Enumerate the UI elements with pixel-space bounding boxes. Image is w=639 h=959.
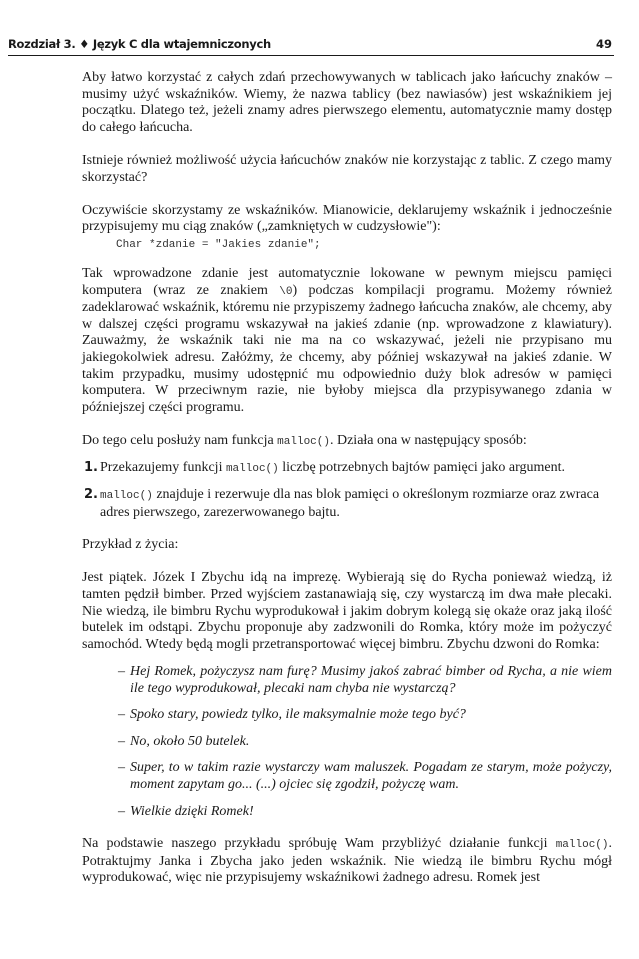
paragraph-7: Jest piątek. Józek I Zbychu idą na imprezę. Wybierają się do Rycha ponieważ wiedzą, iż tamten pędził bimber. Przed wyjściem zastanawiają się, czy wystarczą im dwa małe plecaki. Nie wiedzą, ile bimbru Rychu wyprodukował i jakim dobrym kolegą się okaże oraz jaką ilość butelek im odstąpi. Zbychu proponuje aby zadzwonili do Romka, który może im pożyczyć samochód. Wtedy będą mogli przetransportować więcej bimbru. Zbychu dzwoni do Romka:	[82, 570, 612, 652]
dialogue-dash: –	[118, 707, 125, 723]
dialogue-line	[118, 760, 612, 793]
dialogue-line	[118, 707, 612, 724]
page-body	[82, 70, 612, 887]
inline-code-malloc: malloc()	[277, 435, 330, 448]
dialogue-dash: –	[118, 760, 125, 776]
paragraph-1: Aby łatwo korzystać z całych zdań przechowywanych w tablicach jako łańcuchy znaków – musimy użyć wskaźników. Wiemy, że nazwa tablicy (bez nawiasów) jest wskaźnikiem jej początku. Dlatego też, jeżeli znamy adres pierwszego elementu, automatycznie mamy dostęp do całego łańcucha.	[82, 70, 612, 135]
dialogue-block	[118, 664, 612, 820]
dialogue-line	[118, 734, 612, 751]
paragraph-3: Oczywiście skorzystamy ze wskaźników. Mianowicie, deklarujemy wskaźnik i jednocześnie przypisujemy mu ciąg znaków („zamkniętych w cudzysłowie"):	[82, 202, 612, 235]
paragraph-2: Istnieje również możliwość użycia łańcuchów znaków nie korzystając z tablic. Z czego mamy skorzystać?	[82, 152, 612, 185]
dialogue-line	[118, 804, 612, 821]
inline-code-malloc: malloc()	[555, 839, 609, 852]
dialogue-dash: –	[118, 803, 125, 819]
code-snippet: Char *zdanie = "Jakies zdanie";	[116, 238, 321, 251]
numbered-list	[82, 460, 612, 521]
list-item-text-a: Przekazujemy funkcji	[100, 460, 226, 476]
list-item-text-b: liczbę potrzebnych bajtów pamięci jako argument.	[278, 460, 566, 476]
dialogue-dash: –	[118, 664, 125, 679]
paragraph-4-part-a: Tak wprowadzone zdanie jest automatycznie lokowane w pewnym miejscu pamięci komputera (wraz ze znakiem	[82, 265, 612, 298]
dialogue-text: Spoko stary, powiedz tylko, ile maksymalnie może tego być?	[130, 707, 466, 723]
paragraph-6: Przykład z życia:	[82, 537, 179, 553]
list-item-text-b: znajduje i rezerwuje dla nas blok pamięci o określonym rozmiarze oraz zwraca adres pierwszego, zarezerwowanego bajtu.	[100, 487, 600, 520]
dialogue-text: Hej Romek, pożyczysz nam furę? Musimy jakoś zabrać bimber od Rycha, a nie wiem ile tego wyprodukował, plecaki nam chyba nie wystarczą?	[130, 664, 612, 696]
list-item	[82, 487, 612, 521]
dialogue-dash: –	[118, 733, 125, 749]
paragraph-8	[82, 836, 612, 887]
list-item-code: malloc()	[225, 463, 279, 476]
list-item	[82, 460, 612, 478]
dialogue-text: Wielkie dzięki Romek!	[130, 803, 254, 819]
page-number: 49	[595, 37, 612, 51]
paragraph-5-part-b: . Działa ona w następujący sposób:	[329, 432, 527, 448]
inline-code-null-char: \0	[279, 285, 293, 298]
chapter-title: Rozdział 3. ♦ Język C dla wtajemniczonych	[8, 37, 271, 51]
paragraph-8-part-a: Na podstawie naszego przykładu spróbuję Wam przybliżyć działanie funkcji	[82, 836, 556, 852]
paragraph-5-part-a: Do tego celu posłuży nam funkcja	[82, 432, 278, 448]
paragraph-5	[82, 433, 612, 451]
dialogue-text: No, około 50 butelek.	[130, 733, 250, 749]
dialogue-line	[118, 664, 612, 697]
paragraph-4-part-b: ) podczas kompilacji programu. Możemy również zadeklarować wskaźnik, któremu nie przypiszemy żadnego łańcucha znaków, ale chcemy, aby w dalszej części programu wskazywał na jakieś zdanie (np. wprowadzone z klawiatury). Zauważmy, że wskaźnik taki nie ma na co wskazywać, jeżeli nie przypisano mu jakiegokolwiek adresu. Załóżmy, że chcemy, aby później wskazywał na jakieś zdanie. W takim przypadku, musimy udostępnić mu odpowiednio duży blok adresów w pamięci komputera. W przeciwnym razie, nie byłoby miejsca dla przypisywanego zdania w późniejszej części programu.	[82, 282, 612, 415]
running-header	[8, 37, 614, 56]
paragraph-4	[82, 266, 612, 416]
paragraph-8-part-b: . Potraktujmy Janka i Zbycha jako jeden wskaźnik. Nie wiedzą ile bimbru Rychu mógł wyprodukować, więc nie przypisujemy wskaźnikowi żadnego adresu. Romek jest	[82, 836, 612, 886]
list-item-number: 2.	[84, 487, 98, 503]
list-item-number: 1.	[84, 460, 98, 476]
list-item-code: malloc()	[100, 490, 153, 503]
dialogue-text: Super, to w takim razie wystarczy wam maluszek. Pogadam ze starym, może pożyczy, moment zapytam go... (...) ojciec się zgodził, pożyczę wam.	[130, 760, 612, 792]
